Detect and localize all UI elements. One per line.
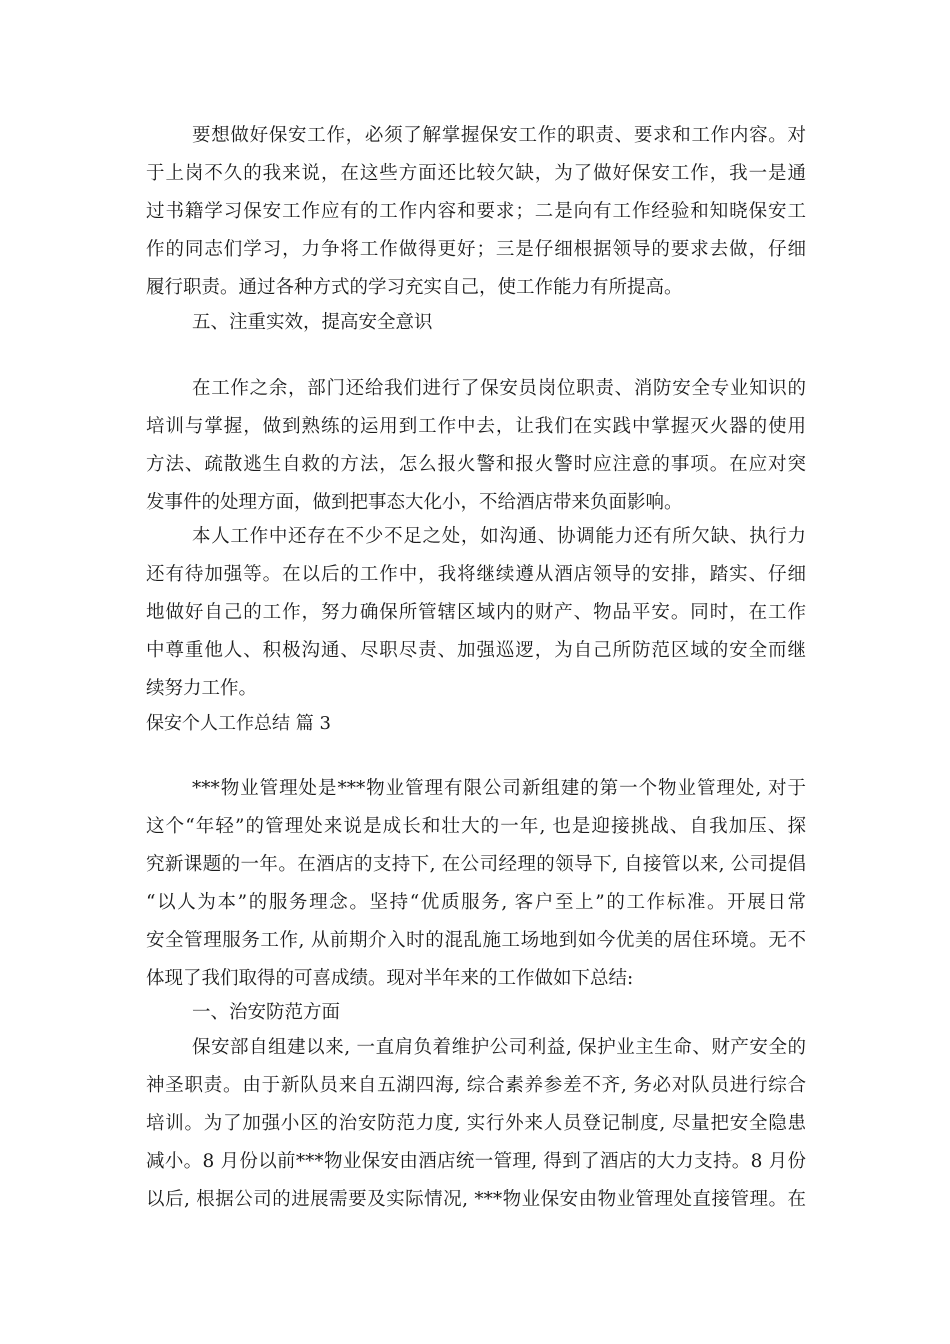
paragraph-line: ***物业管理处是***物业管理有限公司新组建的第一个物业管理处, 对于 — [192, 778, 806, 799]
paragraph-line: 过书籍学习保安工作应有的工作内容和要求；二是向有工作经验和知晓保安工 — [146, 201, 806, 222]
section-title: 保安个人工作总结 篇 3 — [146, 713, 331, 734]
paragraph-line: 方法、疏散逃生自救的方法，怎么报火警和报火警时应注意的事项。在应对突 — [146, 454, 806, 475]
paragraph-line: 发事件的处理方面，做到把事态大化小，不给酒店带来负面影响。 — [146, 492, 683, 513]
paragraph-line: “以人为本”的服务理念。坚持“优质服务, 客户至上”的工作标准。开展日常 — [146, 892, 806, 913]
section-heading: 一、治安防范方面 — [192, 1002, 341, 1023]
paragraph-line: 履行职责。通过各种方式的学习充实自己，使工作能力有所提高。 — [146, 277, 683, 298]
paragraph-line: 地做好自己的工作，努力确保所管辖区域内的财产、物品平安。同时，在工作 — [146, 602, 806, 623]
paragraph-line: 究新课题的一年。在酒店的支持下, 在公司经理的领导下, 自接管以来, 公司提倡 — [146, 854, 806, 875]
paragraph-line: 本人工作中还存在不少不足之处，如沟通、协调能力还有所欠缺、执行力 — [192, 526, 806, 547]
paragraph-line: 还有待加强等。在以后的工作中，我将继续遵从酒店领导的安排，踏实、仔细 — [146, 564, 806, 585]
paragraph-line: 培训。为了加强小区的治安防范力度, 实行外来人员登记制度, 尽量把安全隐患 — [146, 1113, 806, 1134]
paragraph-line: 在工作之余，部门还给我们进行了保安员岗位职责、消防安全专业知识的 — [192, 378, 806, 399]
paragraph-line: 要想做好保安工作，必须了解掌握保安工作的职责、要求和工作内容。对 — [192, 125, 806, 146]
section-heading: 五、注重实效，提高安全意识 — [192, 312, 433, 333]
paragraph-line: 这个“年轻”的管理处来说是成长和壮大的一年, 也是迎接挑战、自我加压、探 — [146, 816, 806, 837]
paragraph-line: 减小。8 月份以前***物业保安由酒店统一管理, 得到了酒店的大力支持。8 月份 — [146, 1151, 806, 1172]
paragraph-line: 体现了我们取得的可喜成绩。现对半年来的工作做如下总结: — [146, 968, 634, 989]
paragraph-line: 续努力工作。 — [146, 678, 258, 699]
paragraph-line: 作的同志们学习，力争将工作做得更好；三是仔细根据领导的要求去做，仔细 — [146, 239, 806, 260]
paragraph-line: 保安部自组建以来, 一直肩负着维护公司利益, 保护业主生命、财产安全的 — [192, 1037, 806, 1058]
paragraph-line: 神圣职责。由于新队员来自五湖四海, 综合素养参差不齐, 务必对队员进行综合 — [146, 1075, 806, 1096]
paragraph-line: 安全管理服务工作, 从前期介入时的混乱施工场地到如今优美的居住环境。无不 — [146, 930, 806, 951]
paragraph-line: 以后, 根据公司的进展需要及实际情况, ***物业保安由物业管理处直接管理。在 — [146, 1189, 806, 1210]
paragraph-line: 培训与掌握，做到熟练的运用到工作中去，让我们在实践中掌握灭火器的使用 — [146, 416, 806, 437]
paragraph-line: 中尊重他人、积极沟通、尽职尽责、加强巡逻，为自己所防范区域的安全而继 — [146, 640, 806, 661]
paragraph-line: 于上岗不久的我来说，在这些方面还比较欠缺，为了做好保安工作，我一是通 — [146, 163, 806, 184]
